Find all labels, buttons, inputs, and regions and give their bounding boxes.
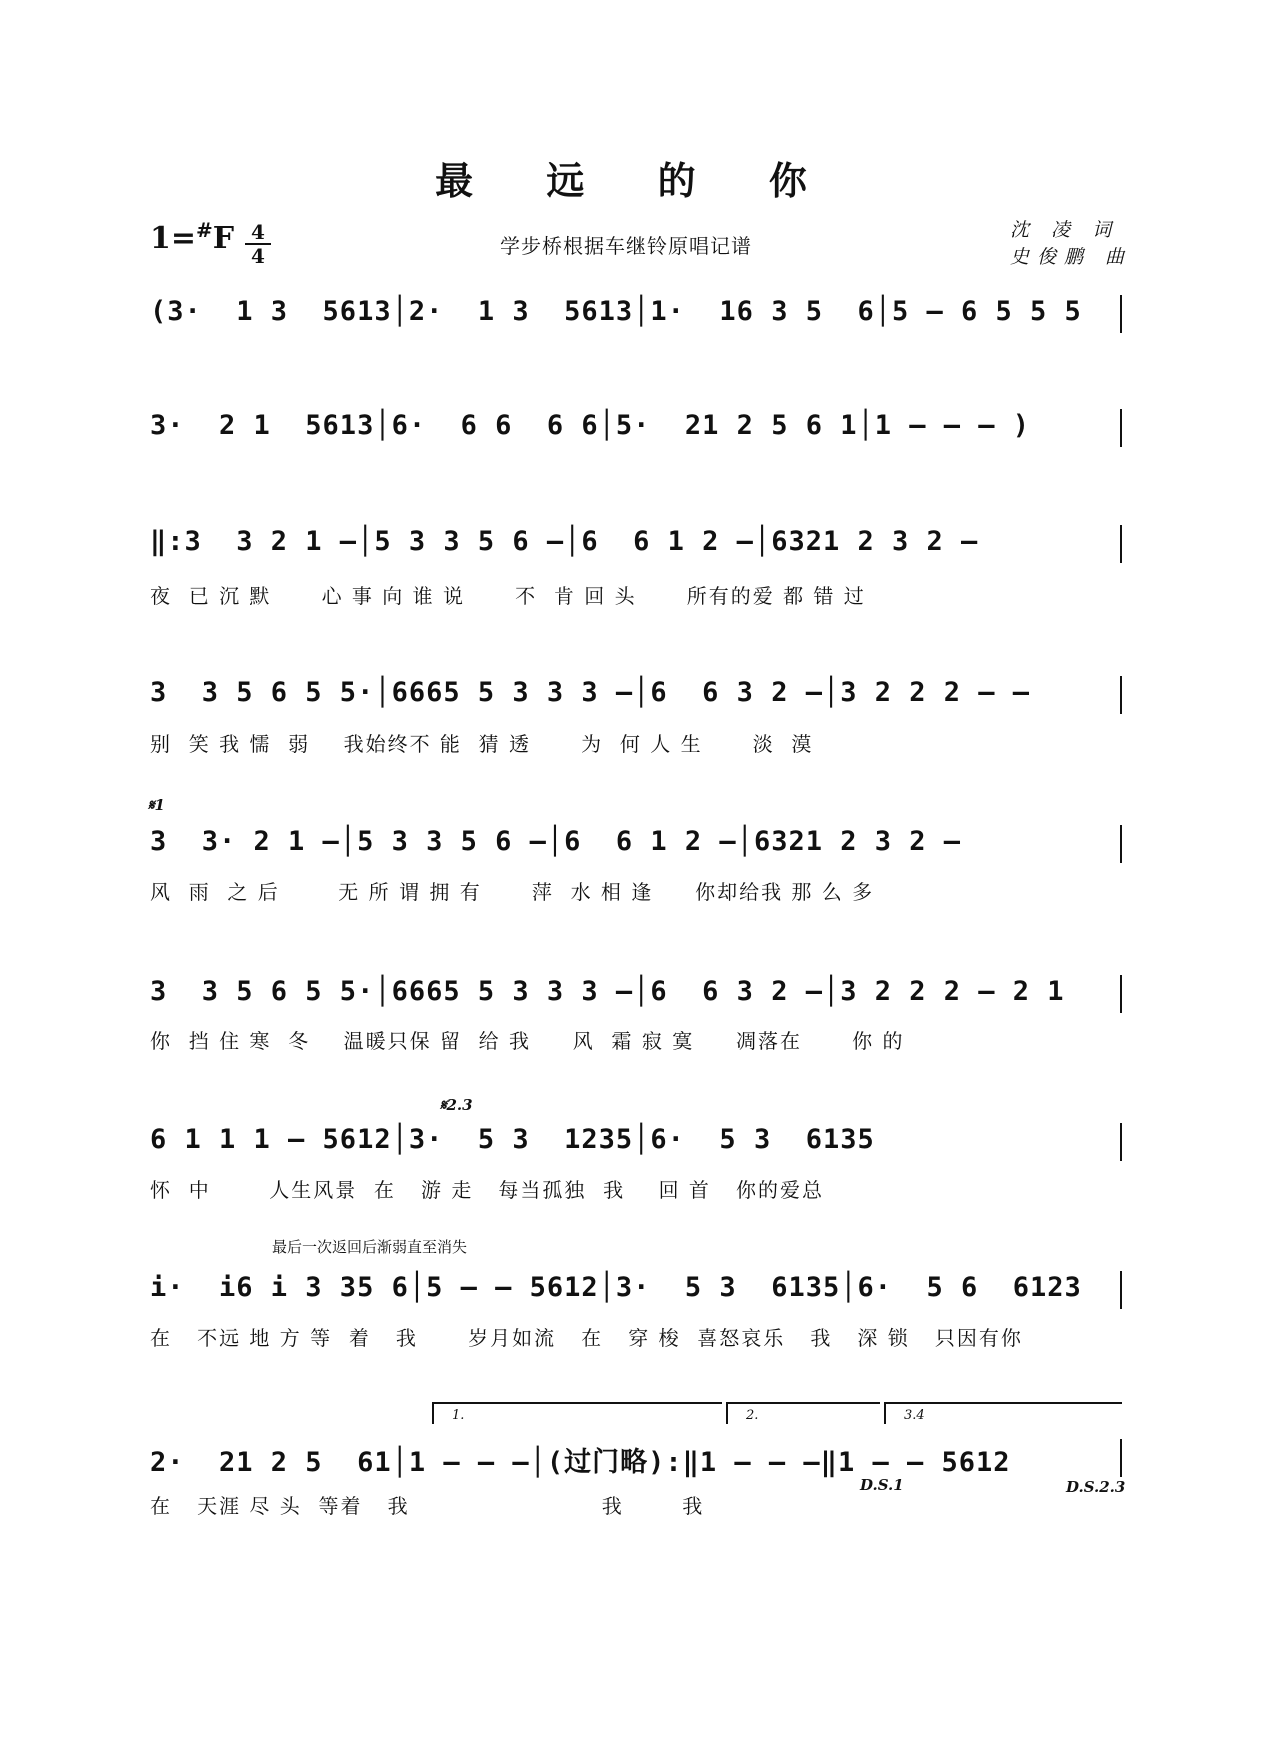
lyrics-row-6: 你 挡 住 寒 冬 温暖只保 留 给 我 风 霜 寂 寞 凋落在 你 的	[150, 1029, 905, 1053]
volta-bracket-1	[432, 1402, 722, 1424]
notation-row-5: 3 3· 2 1 –│5 3 3 5 6 –│6 6 1 2 –│6321 2 3 2 –	[150, 826, 962, 857]
notation-row-6: 3 3 5 6 5 5·│6665 5 3 3 3 –│6 6 3 2 –│3 2 2 2 – 2 1	[150, 976, 1065, 1007]
notation-row-3: ‖:3 3 2 1 –│5 3 3 5 6 –│6 6 1 2 –│6321 2 3 2 –	[150, 526, 979, 557]
lyrics-row-7: 怀 中 人生风景 在 游 走 每当孤独 我 回 首 你的爱总	[150, 1178, 825, 1202]
lyrics-row-3: 夜 已 沉 默 心 事 向 谁 说 不 肯 回 头 所有的爱 都 错 过	[150, 584, 866, 608]
ds-2-3-mark: D.S.2.3	[1066, 1478, 1126, 1496]
lyrics-row-4: 别 笑 我 懦 弱 我始终不 能 猜 透 为 何 人 生 淡 漠	[150, 732, 814, 756]
notation-row-2: 3· 2 1 5613│6· 6 6 6 6│5· 21 2 5 6 1│1 – – – )	[150, 410, 1031, 441]
volta-2-label: 2.	[746, 1408, 759, 1423]
volta-1-label: 1.	[452, 1408, 465, 1423]
fade-instruction: 最后一次返回后渐弱直至消失	[272, 1238, 468, 1256]
barline	[1120, 1271, 1122, 1309]
lyrics-row-9: 在 天涯 尽 头 等着 我 我 我	[150, 1494, 705, 1518]
volta-bracket-2	[726, 1402, 880, 1424]
lyrics-row-5: 风 雨 之 后 无 所 谓 拥 有 萍 水 相 逢 你却给我 那 么 多	[150, 880, 875, 904]
time-top: 4	[251, 220, 265, 244]
key-signature	[150, 218, 234, 256]
lyricist-credit: 沈 凌 词	[1010, 219, 1120, 241]
composer-credit: 史俊鹏 曲	[1010, 246, 1133, 268]
volta-bracket-3-4	[884, 1402, 1122, 1424]
barline	[1120, 525, 1122, 563]
key-prefix: 1=	[150, 221, 197, 256]
barline	[1120, 676, 1122, 714]
lyrics-row-8: 在 不远 地 方 等 着 我 岁月如流 在 穿 梭 喜怒哀乐 我 深 锁 只因有你	[150, 1326, 1023, 1350]
segno-2-3-mark: 𝄋2.3	[440, 1096, 473, 1114]
notation-row-8: i· i6 i 3 35 6│5 – – 5612│3· 5 3 6135│6· 5 6 6123	[150, 1272, 1082, 1303]
barline	[1120, 975, 1122, 1013]
barline	[1120, 825, 1122, 863]
notation-row-1: (3· 1 3 5613│2· 1 3 5613│1· 16 3 5 6│5 – 6 5 5 5	[150, 296, 1082, 327]
notation-row-7: 6 1 1 1 – 5612│3· 5 3 1235│6· 5 3 6135	[150, 1124, 875, 1155]
segno-1-mark: 𝄋1	[148, 796, 165, 814]
ds-1-mark: D.S.1	[860, 1476, 904, 1494]
subtitle: 学步桥根据车继铃原唱记谱	[500, 234, 752, 258]
volta-3-4-label: 3.4	[904, 1408, 925, 1423]
key-note: F	[212, 221, 235, 256]
time-signature	[245, 222, 271, 266]
barline	[1120, 1439, 1122, 1477]
notation-row-4: 3 3 5 6 5 5·│6665 5 3 3 3 –│6 6 3 2 –│3 2 2 2 – –	[150, 677, 1031, 708]
time-bottom: 4	[251, 244, 265, 268]
barline	[1120, 295, 1122, 333]
barline	[1120, 409, 1122, 447]
sharp-symbol: #	[196, 218, 213, 242]
notation-row-9: 2· 21 2 5 61│1 – – –│(过门略):‖1 – – –‖1 – – 5612	[150, 1447, 1011, 1478]
barline	[1120, 1123, 1122, 1161]
score-title: 最 远 的 你	[435, 158, 837, 203]
